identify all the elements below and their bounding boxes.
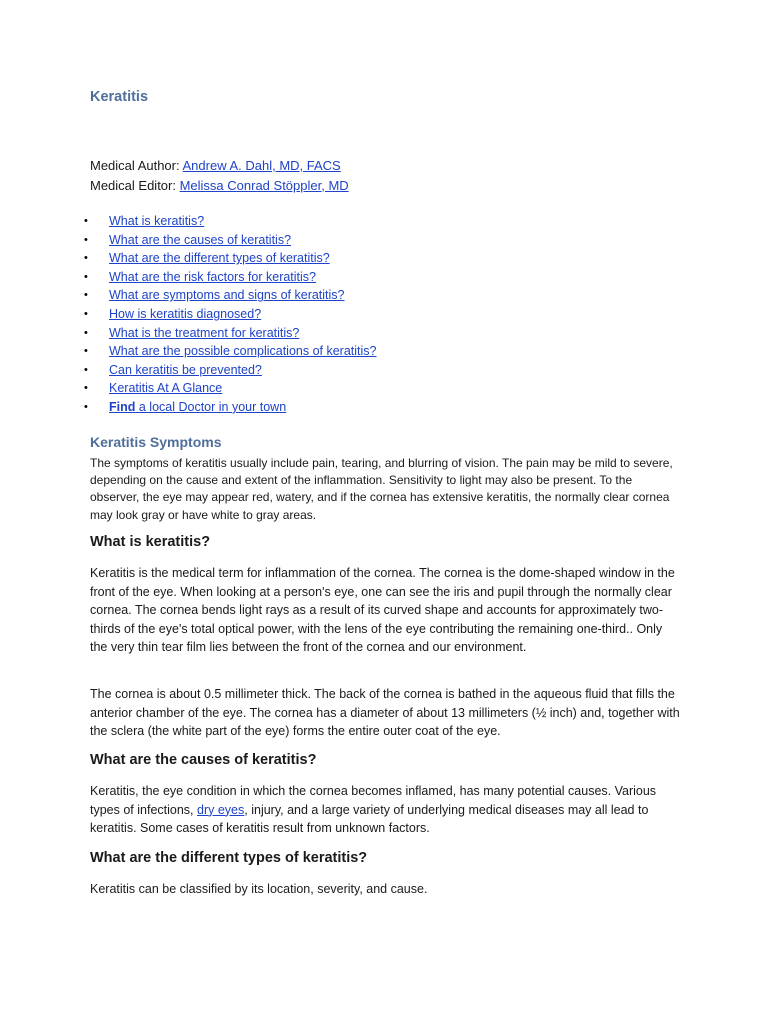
- toc-link-complications[interactable]: What are the possible complications of keratitis?: [109, 344, 377, 359]
- toc-link-causes[interactable]: What are the causes of keratitis?: [109, 232, 292, 247]
- what-is-heading: What is keratitis?: [90, 534, 211, 550]
- toc-link-risk-factors[interactable]: What are the risk factors for keratitis?: [109, 269, 317, 284]
- types-heading: What are the different types of keratitis?: [90, 850, 368, 866]
- toc-link-symptoms[interactable]: What are symptoms and signs of keratitis?: [109, 288, 345, 303]
- bullet-icon: •: [84, 400, 88, 413]
- author-label: Medical Author:: [90, 158, 183, 173]
- credits: [90, 156, 349, 195]
- page-title: Keratitis: [90, 89, 149, 105]
- table-of-contents: [84, 212, 377, 417]
- toc-link-at-a-glance[interactable]: Keratitis At A Glance: [109, 381, 223, 396]
- what-is-paragraph-2: The cornea is about 0.5 millimeter thick. The back of the cornea is bathed in the aqueous fluid that fills the anterior chamber of the eye. The cornea has a diameter of about 13 millimeters (½ inch) and, together with the sclera (the white part of the eye) forms the entire outer coat of the eye.: [90, 687, 680, 739]
- toc-item: [84, 305, 377, 324]
- toc-item: [84, 212, 377, 231]
- bullet-icon: •: [84, 289, 88, 302]
- toc-link-treatment[interactable]: What is the treatment for keratitis?: [109, 325, 300, 340]
- types-paragraph: Keratitis can be classified by its location, severity, and cause.: [90, 882, 428, 896]
- bullet-icon: •: [84, 382, 88, 395]
- toc-link-diagnosis[interactable]: How is keratitis diagnosed?: [109, 306, 262, 321]
- find-doctor-link[interactable]: [109, 400, 286, 414]
- toc-item: [84, 249, 377, 268]
- symptoms-heading: Keratitis Symptoms: [90, 434, 222, 450]
- what-is-paragraph-1: Keratitis is the medical term for inflammation of the cornea. The cornea is the dome-shaped window in the front of the eye. When looking at a person's eye, one can see the iris and pupil through the normally clear cornea. The cornea bends light rays as a result of its curved shape and accounts for approximately two-thirds of the eye's total optical power, with the lens of the eye contributing the remaining one-third.. Only the very thin tear film lies between the front of the cornea and our environment.: [90, 566, 675, 655]
- editor-link[interactable]: Melissa Conrad Stöppler, MD: [179, 177, 349, 193]
- causes-paragraph: [90, 782, 680, 838]
- bullet-icon: •: [84, 233, 88, 246]
- toc-item: [84, 342, 377, 361]
- bullet-icon: •: [84, 252, 88, 265]
- bullet-icon: •: [84, 270, 88, 283]
- bullet-icon: •: [84, 215, 88, 227]
- toc-item: [84, 324, 377, 343]
- toc-item: [84, 398, 377, 417]
- author-line: [90, 156, 349, 176]
- find-doctor-rest: a local Doctor in your town: [135, 399, 287, 414]
- bullet-icon: •: [84, 345, 88, 358]
- bullet-icon: •: [84, 326, 88, 339]
- symptoms-paragraph: The symptoms of keratitis usually include pain, tearing, and blurring of vision. The pain may be mild to severe, depending on the cause and extent of the inflammation. Sensitivity to light may also be present. To the observer, the eye may appear red, watery, and if the cornea has extensive keratitis, the normally clear cornea may look gray or have white to gray areas.: [90, 456, 673, 522]
- toc-item: [84, 286, 377, 305]
- toc-link-types[interactable]: What are the different types of keratitis?: [109, 251, 330, 266]
- bullet-icon: •: [84, 363, 88, 376]
- editor-line: [90, 176, 349, 196]
- editor-label: Medical Editor:: [90, 177, 180, 193]
- toc-link-what-is[interactable]: What is keratitis?: [109, 214, 205, 228]
- bullet-icon: •: [84, 307, 88, 320]
- find-doctor-bold: Find: [109, 399, 136, 414]
- toc-item: [84, 361, 377, 380]
- causes-text-after: , injury, and a large variety of underlying medical diseases may all lead to keratitis. Some cases of keratitis result from unknown factors.: [90, 802, 649, 836]
- toc-item: [84, 379, 377, 398]
- causes-text-before: Keratitis, the eye condition in which the cornea becomes inflamed, has many potential causes. Various types of infections,: [90, 784, 657, 817]
- causes-heading: What are the causes of keratitis?: [90, 752, 317, 768]
- dry-eyes-link[interactable]: dry eyes: [197, 802, 245, 817]
- author-link[interactable]: Andrew A. Dahl, MD, FACS: [182, 158, 341, 173]
- toc-link-prevention[interactable]: Can keratitis be prevented?: [109, 362, 262, 377]
- toc-item: [84, 268, 377, 287]
- toc-item: [84, 231, 377, 250]
